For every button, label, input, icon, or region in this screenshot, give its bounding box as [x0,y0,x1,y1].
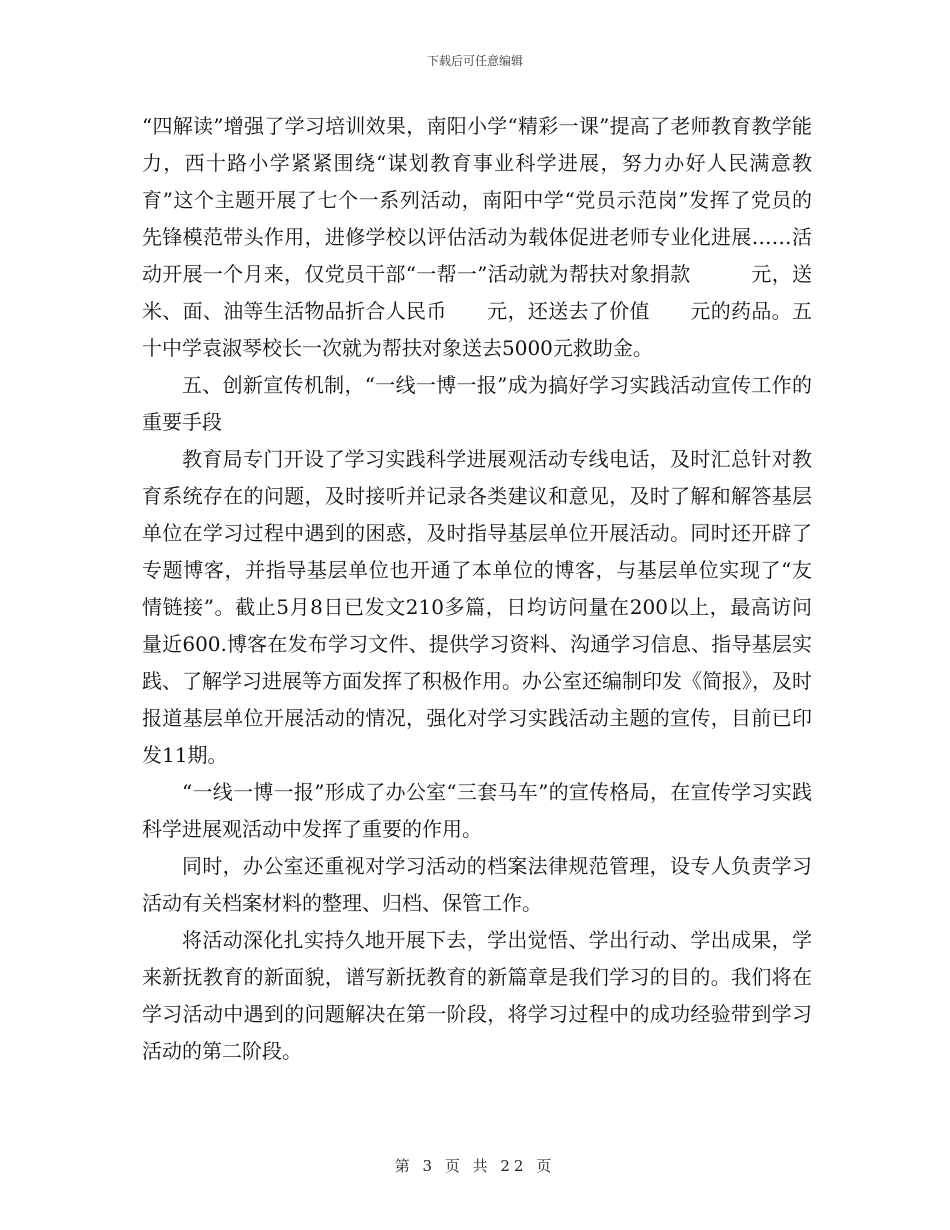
page-number-footer: 第 3 页 共 22 页 [394,1157,556,1175]
paragraph-1: “四解读”增强了学习培训效果，南阳小学“精彩一课”提高了老师教育教学能力，西十路小学紧紧围绕“谋划教育事业科学进展，努力办好人民满意教育”这个主题开展了七个一系列活动，南阳中学“党员示范岗”发挥了党员的先锋模范带头作用，进修学校以评估活动为载体促进老师专业化进展……活动开展一个月来，仅党员干部“一帮一”活动就为帮扶对象捐款 元，送米、面、油等生活物品折合人民币 元，还送去了价值 元的药品。五十中学袁淑琴校长一次就为帮扶对象送去5000元救助金。 [142,114,812,360]
section-heading-5: 五、创新宣传机制，“一线一博一报”成为搞好学习实践活动宣传工作的重要手段 [142,373,812,434]
page-header: 下载后可任意编辑 [426,54,523,68]
document-body [142,108,812,1070]
paragraph-5: 同时，办公室还重视对学习活动的档案法律规范管理，设专人负责学习活动有关档案材料的整理、归档、保管工作。 [142,854,812,915]
paragraph-6: 将活动深化扎实持久地开展下去，学出觉悟、学出行动、学出成果，学来新抚教育的新面貌，谱写新抚教育的新篇章是我们学习的目的。我们将在学习活动中遇到的问题解决在第一阶段，将学习过程中的成功经验带到学习活动的第二阶段。 [142,928,812,1063]
paragraph-4: “一线一博一报”形成了办公室“三套马车”的宣传格局，在宣传学习实践科学进展观活动中发挥了重要的作用。 [142,780,812,841]
paragraph-3: 教育局专门开设了学习实践科学进展观活动专线电话，及时汇总针对教育系统存在的问题，及时接听并记录各类建议和意见，及时了解和解答基层单位在学习过程中遇到的困惑，及时指导基层单位开展活动。同时还开辟了专题博客，并指导基层单位也开通了本单位的博客，与基层单位实现了“友情链接”。截止5月8日已发文210多篇，日均访问量在200以上，最高访问量近600.博客在发布学习文件、提供学习资料、沟通学习信息、指导基层实践、了解学习进展等方面发挥了积极作用。办公室还编制印发《简报》，及时报道基层单位开展活动的情况，强化对学习实践活动主题的宣传，目前已印发11期。 [142,447,812,767]
